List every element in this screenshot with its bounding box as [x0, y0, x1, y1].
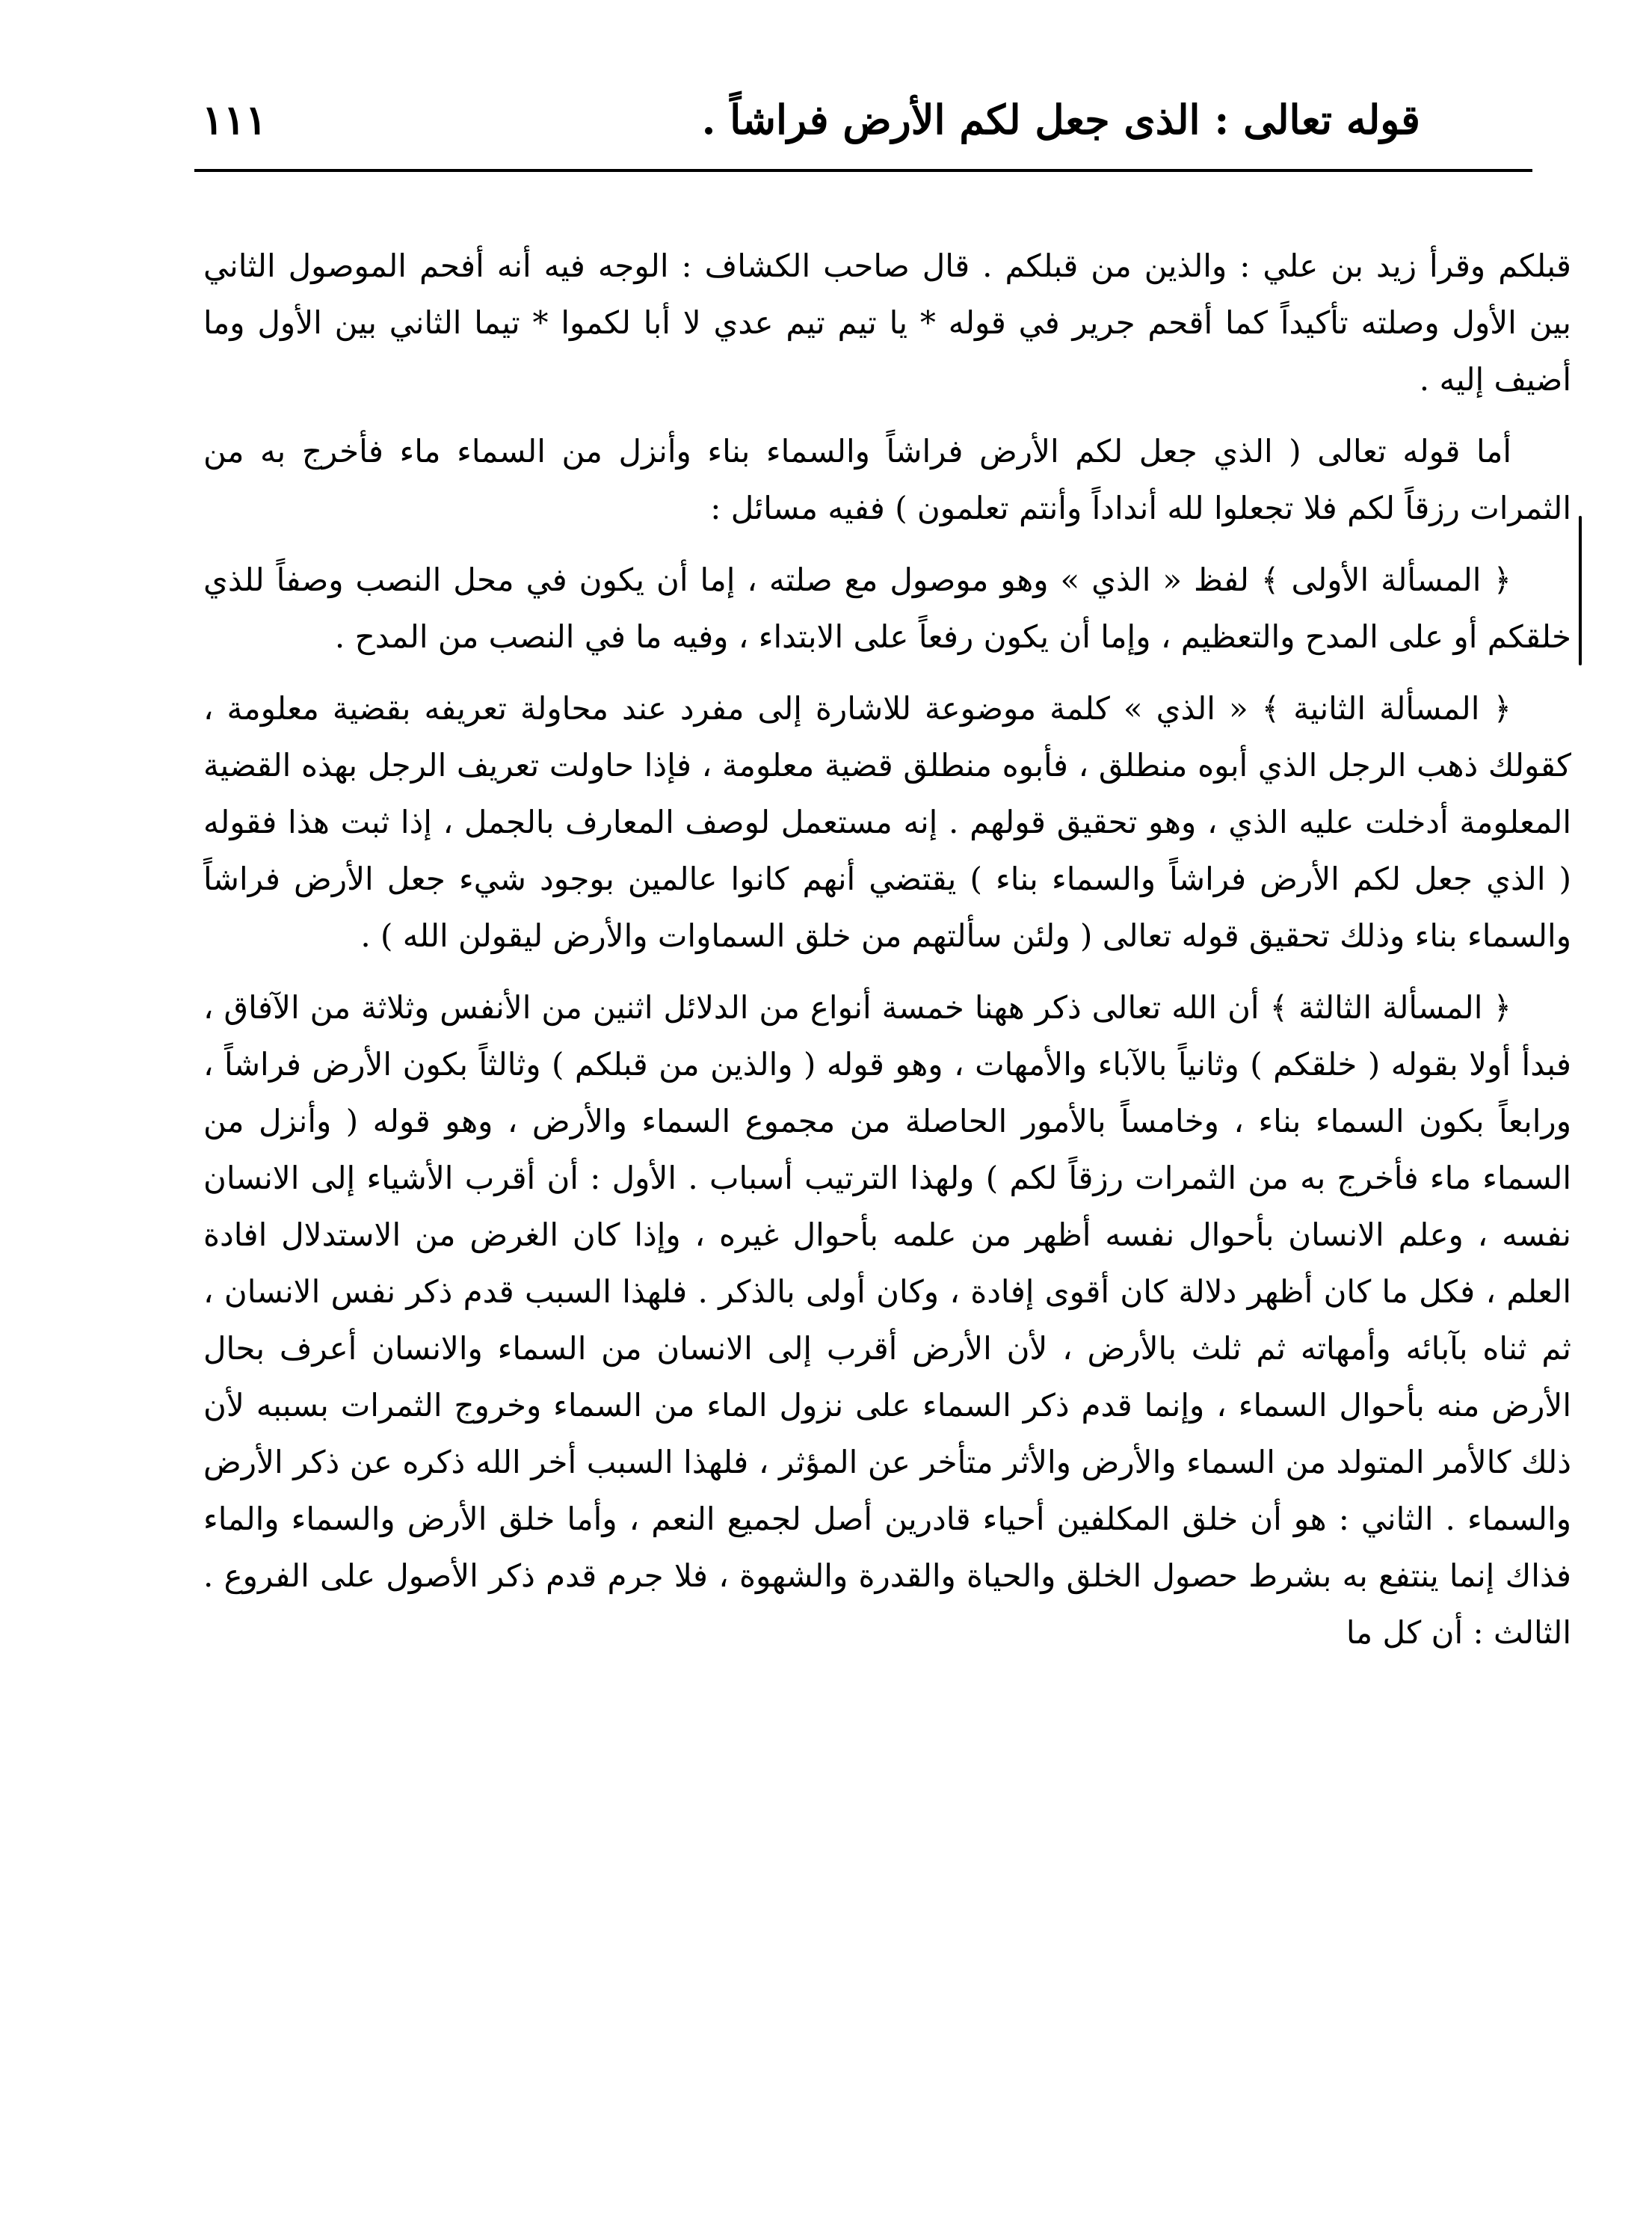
running-header — [194, 88, 1532, 170]
paragraph-1: قبلكم وقرأ زيد بن علي : والذين من قبلكم . قال صاحب الكشاف : الوجه فيه أنه أفحم الموصول الثاني بين الأول وصلته تأكيداً كما أقحم جرير في قوله * يا تيم تيم عدي لا أبا لكموا * تيما الثاني بين الأول وما أضيف إليه . — [203, 247, 1571, 398]
paragraph-2: أما قوله تعالى ( الذي جعل لكم الأرض فراشاً والسماء بناء وأنزل من السماء ماء فأخرج به من الثمرات رزقاً لكم فلا تجعلوا لله أنداداً وأنتم تعلمون ) ففيه مسائل : — [203, 433, 1571, 526]
margin-mark — [1579, 516, 1582, 665]
paragraph-3: ﴿ المسألة الأولى ﴾ لفظ « الذي » وهو موصول مع صلته ، إما أن يكون في محل النصب وصفاً للذي خلقكم أو على المدح والتعظيم ، وإما أن يكون رفعاً على الابتداء ، وفيه ما في النصب من المدح . — [203, 561, 1571, 655]
header-divider — [194, 169, 1532, 172]
header-title: قوله تعالى : الذى جعل لكم الأرض فراشاً . — [701, 96, 1420, 144]
paragraph-5: ﴿ المسألة الثالثة ﴾ أن الله تعالى ذكر ههنا خمسة أنواع من الدلائل اثنين من الأنفس وثلاثة من الآفاق ، فبدأ أولا بقوله ( خلقكم ) وثانياً بالآباء والأمهات ، وهو قوله ( والذين من قبلكم ) وثالثاً بكون الأرض فراشاً ، ورابعاً بكون السماء بناء ، وخامساً بالأمور الحاصلة من مجموع السماء والأرض ، وهو قوله ( وأنزل من السماء ماء فأخرج به من الثمرات رزقاً لكم ) ولهذا الترتيب أسباب . الأول : أن أقرب الأشياء إلى الانسان نفسه ، وعلم الانسان بأحوال نفسه أظهر من علمه بأحوال غيره ، وإذا كان الغرض من الاستدلال افادة العلم ، فكل ما كان أظهر دلالة كان أقوى إفادة ، وكان أولى بالذكر . فلهذا السبب قدم ذكر نفس الانسان ، ثم ثناه بآبائه وأمهاته ثم ثلث بالأرض ، لأن الأرض أقرب إلى الانسان من السماء والانسان أعرف بحال الأرض منه بأحوال السماء ، وإنما قدم ذكر السماء على نزول الماء من السماء وخروج الثمرات بسببه لأن ذلك كالأمر المتولد من السماء والأرض والأثر متأخر عن المؤثر ، فلهذا السبب أخر الله ذكره عن ذكر الأرض والسماء . الثاني : هو أن خلق المكلفين أحياء قادرين أصل لجميع النعم ، وأما خلق الأرض والسماء والماء فذاك إنما ينتفع به بشرط حصول الخلق والحياة والقدرة والشهوة ، فلا جرم قدم ذكر الأصول على الفروع . الثالث : أن كل ما — [203, 989, 1571, 1651]
body-text — [203, 238, 1571, 1676]
page-number: ١١١ — [202, 96, 268, 144]
paragraph-4: ﴿ المسألة الثانية ﴾ « الذي » كلمة موضوعة للاشارة إلى مفرد عند محاولة تعريفه بقضية معلومة ، كقولك ذهب الرجل الذي أبوه منطلق ، فأبوه منطلق قضية معلومة ، فإذا حاولت تعريف الرجل بهذه القضية المعلومة أدخلت عليه الذي ، وهو تحقيق قولهم . إنه مستعمل لوصف المعارف بالجمل ، إذا ثبت هذا فقوله ( الذي جعل لكم الأرض فراشاً والسماء بناء ) يقتضي أنهم كانوا عالمين بوجود شيء جعل الأرض فراشاً والسماء بناء وذلك تحقيق قوله تعالى ( ولئن سألتهم من خلق السماوات والأرض ليقولن الله ) . — [203, 690, 1572, 954]
